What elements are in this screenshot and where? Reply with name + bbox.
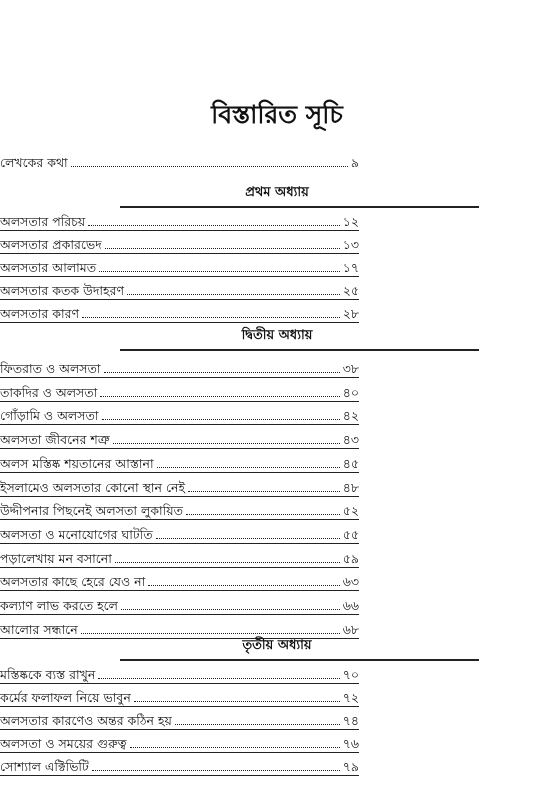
- dot-leader: [157, 467, 340, 468]
- toc-entry[interactable]: [0, 521, 359, 544]
- chapter-divider: [120, 349, 479, 351]
- toc-entry-page-number: ১২: [342, 214, 359, 229]
- dot-leader: [121, 609, 340, 610]
- toc-entry-page-number: ২৮: [342, 306, 359, 321]
- toc-entry-label: ইসলামেও অলসতার কোনো স্থান নেই: [0, 480, 185, 495]
- toc-entry-page-number: ৭৬: [342, 736, 359, 751]
- dot-leader: [186, 514, 340, 515]
- toc-entry-page-number: ৭০: [342, 667, 359, 682]
- toc-entry[interactable]: [0, 149, 359, 171]
- dot-leader: [102, 419, 340, 420]
- toc-entry-label: গোঁড়ামি ও অলসতা: [0, 408, 99, 423]
- toc-entry-page-number: ৪৮: [342, 480, 359, 495]
- toc-entry[interactable]: [0, 707, 359, 730]
- toc-entry-label: ফিতরাত ও অলসতা: [0, 361, 101, 376]
- chapter-heading: তৃতীয় অধ্যায়: [242, 638, 312, 653]
- toc-entry-label: অলসতা ও মনোযোগের ঘাটতি: [0, 527, 153, 542]
- toc-entry[interactable]: [0, 545, 359, 568]
- toc-entry-page-number: ৫৯: [342, 551, 359, 566]
- toc-entry-page-number: ৪৫: [342, 456, 359, 471]
- toc-entry-label: সোশ্যাল এক্টিভিটি: [0, 759, 89, 774]
- toc-entry-label: পড়ালেখায় মন বসানো: [0, 551, 112, 566]
- toc-entry-page-number: ৯: [350, 155, 359, 170]
- toc-entry[interactable]: [0, 300, 359, 323]
- dot-leader: [105, 248, 340, 249]
- toc-entry[interactable]: [0, 730, 359, 753]
- toc-entry-page-number: ৪৩: [342, 432, 359, 447]
- dot-leader: [71, 166, 348, 167]
- toc-entry-page-number: ৬৬: [342, 598, 359, 613]
- toc-entry[interactable]: [0, 753, 359, 776]
- dot-leader: [188, 491, 340, 492]
- toc-entry-page-number: ৪০: [342, 385, 359, 400]
- toc-entry-label: অলসতার কারণ: [0, 306, 80, 321]
- toc-entry[interactable]: [0, 616, 359, 639]
- toc-entry-label: অলসতার কাছে হেরে যেও না: [0, 574, 146, 589]
- toc-entry[interactable]: [0, 355, 359, 378]
- toc-entry-page-number: ৭৪: [342, 713, 359, 728]
- dot-leader: [175, 724, 340, 725]
- toc-entry-label: অলসতার কতক উদাহরণ: [0, 283, 125, 298]
- dot-leader: [134, 701, 340, 702]
- dot-leader: [104, 372, 340, 373]
- toc-entry-label: উদ্দীপনার পিছনেই অলসতা লুকায়িত: [0, 503, 183, 518]
- toc-entry-page-number: ১৩: [342, 237, 359, 252]
- toc-entry[interactable]: [0, 277, 359, 300]
- toc-entry-page-number: ৫২: [342, 503, 359, 518]
- toc-entry-label: কর্মের ফলাফল নিয়ে ভাবুন: [0, 690, 131, 705]
- toc-entry-label: আলোর সন্ধানে: [0, 622, 78, 637]
- dot-leader: [100, 396, 339, 397]
- toc-entry[interactable]: [0, 450, 359, 473]
- toc-entry[interactable]: [0, 231, 359, 254]
- toc-entry[interactable]: [0, 402, 359, 425]
- dot-leader: [99, 271, 340, 272]
- toc-entry[interactable]: [0, 497, 359, 520]
- dot-leader: [88, 225, 339, 226]
- dot-leader: [115, 562, 340, 563]
- toc-entry[interactable]: [0, 661, 359, 684]
- dot-leader: [130, 747, 340, 748]
- toc-entry-page-number: ৭৯: [342, 759, 359, 774]
- toc-entry-label: অলস মস্তিষ্ক শয়তানের আস্তানা: [0, 456, 154, 471]
- toc-entry-page-number: ৩৮: [342, 361, 359, 376]
- toc-entry-label: অলসতার কারণেও অন্তর কঠিন হয়: [0, 713, 172, 728]
- toc-entry[interactable]: [0, 426, 359, 449]
- chapter-heading: দ্বিতীয় অধ্যায়: [241, 328, 313, 343]
- toc-entry-label: কল্যাণ লাভ করতে হলে: [0, 598, 118, 613]
- toc-entry-label: অলসতা জীবনের শত্রু: [0, 432, 110, 447]
- toc-entry-label: অলসতার আলামত: [0, 260, 97, 275]
- toc-entry-page-number: ১৭: [342, 260, 359, 275]
- toc-entry[interactable]: [0, 474, 359, 497]
- chapter-divider: [120, 206, 479, 208]
- dot-leader: [113, 443, 340, 444]
- chapter-heading: প্রথম অধ্যায়: [245, 185, 309, 200]
- page-title: বিস্তারিত সূচি: [211, 100, 343, 129]
- dot-leader: [92, 770, 340, 771]
- toc-entry-label: অলসতার পরিচয়: [0, 214, 86, 229]
- toc-entry-page-number: ৫৫: [342, 527, 359, 542]
- toc-entry-page-number: ২৫: [342, 283, 359, 298]
- toc-entry-page-number: ৬৮: [342, 622, 359, 637]
- dot-leader: [98, 678, 339, 679]
- chapter-divider: [120, 659, 479, 661]
- toc-entry[interactable]: [0, 568, 359, 591]
- toc-entry[interactable]: [0, 208, 359, 231]
- toc-entry-label: অলসতার প্রকারভেদ: [0, 237, 102, 252]
- dot-leader: [156, 538, 340, 539]
- toc-entry[interactable]: [0, 684, 359, 707]
- toc-entry-label: লেখকের কথা: [0, 155, 68, 170]
- dot-leader: [148, 585, 340, 586]
- toc-entry-label: অলসতা ও সময়ের গুরুত্ব: [0, 736, 127, 751]
- toc-entry[interactable]: [0, 592, 359, 615]
- dot-leader: [127, 294, 340, 295]
- dot-leader: [81, 633, 340, 634]
- toc-entry[interactable]: [0, 379, 359, 402]
- toc-entry-page-number: ৭২: [342, 690, 359, 705]
- toc-entry-page-number: ৬৩: [342, 574, 359, 589]
- toc-entry-page-number: ৪২: [342, 408, 359, 423]
- dot-leader: [82, 317, 340, 318]
- toc-entry-label: তাকদির ও অলসতা: [0, 385, 98, 400]
- toc-entry-label: মস্তিষ্ককে ব্যস্ত রাখুন: [0, 667, 96, 682]
- toc-entry[interactable]: [0, 254, 359, 277]
